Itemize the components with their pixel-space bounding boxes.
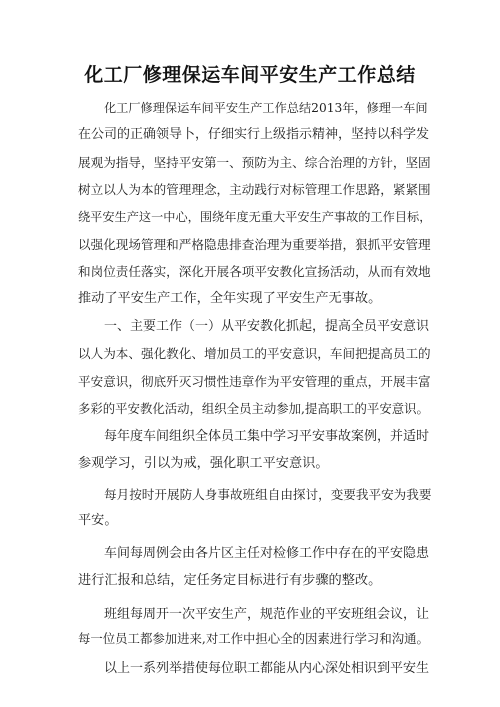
paragraph-line: 每月按时开展防人身事故班组自由探讨，变要我平安为我要	[104, 487, 432, 502]
paragraph-line: 在公司的正确领导卜，仔细实行上级指示精神，坚持以科学发	[78, 127, 430, 142]
section-heading-line: 一、主要工作（一）从平安教化抓起，提高全员平安意识	[104, 319, 430, 334]
document-title: 化工厂修理保运车间平安生产工作总结	[84, 64, 416, 86]
paragraph-line: 化工厂修理保运车间平安生产工作总结2013年，修理一车间	[104, 101, 428, 115]
paragraph-line: 树立以人为本的管理理念，主动践行对标管理工作思路，紧紧围	[78, 182, 431, 197]
paragraph-line: 多彩的平安教化活动，组织全员主动参加,提高职工的平安意识。	[78, 401, 429, 416]
paragraph-line: 以强化现场管理和严格隐患排查治理为重要举措，狠抓平安管理	[78, 237, 431, 252]
paragraph-line: 班组每周开一次平安生产，规范作业的平安班组会议，让	[104, 607, 430, 622]
paragraph-line: 平安意识，彻底歼灭习惯性违章作为平安管理的重点，开展丰富	[78, 374, 431, 389]
paragraph-line: 进行汇报和总结，定任务定目标进行有步骤的整改。	[78, 573, 382, 588]
paragraph-line: 以上一系列举措使每位职工都能从内心深处相识到平安生	[104, 661, 430, 676]
paragraph-line: 以人为本、强化教化、增加员工的平安意识，车间把提高员工的	[78, 346, 431, 361]
paragraph-line: 每一位员工都参加进来,对工作中担心全的因素进行学习和沟通。	[78, 631, 429, 646]
paragraph-line: 参观学习，引以为戒，强化职工平安意识。	[78, 456, 329, 471]
paragraph-line: 平安。	[78, 513, 118, 528]
paragraph-line: 推动了平安生产工作，全年实现了平安生产无事故。	[78, 291, 382, 306]
paragraph-line: 展观为指导，坚持平安第一、预防为主、综合治理的方针，坚固	[78, 155, 431, 170]
paragraph-line: 绕平安生产这一中心，围绕年度无重大平安生产事故的工作目标，	[78, 210, 432, 224]
paragraph-line: 和岗位责任落实，深化开展各项平安教化宣扬活动，从而有效地	[78, 264, 431, 279]
paragraph-line: 车间每周例会由各片区主任对检修工作中存在的平安隐患	[104, 546, 430, 561]
paragraph-line: 每年度车间组织全体员工集中学习平安事故案例，并适时	[104, 429, 430, 444]
